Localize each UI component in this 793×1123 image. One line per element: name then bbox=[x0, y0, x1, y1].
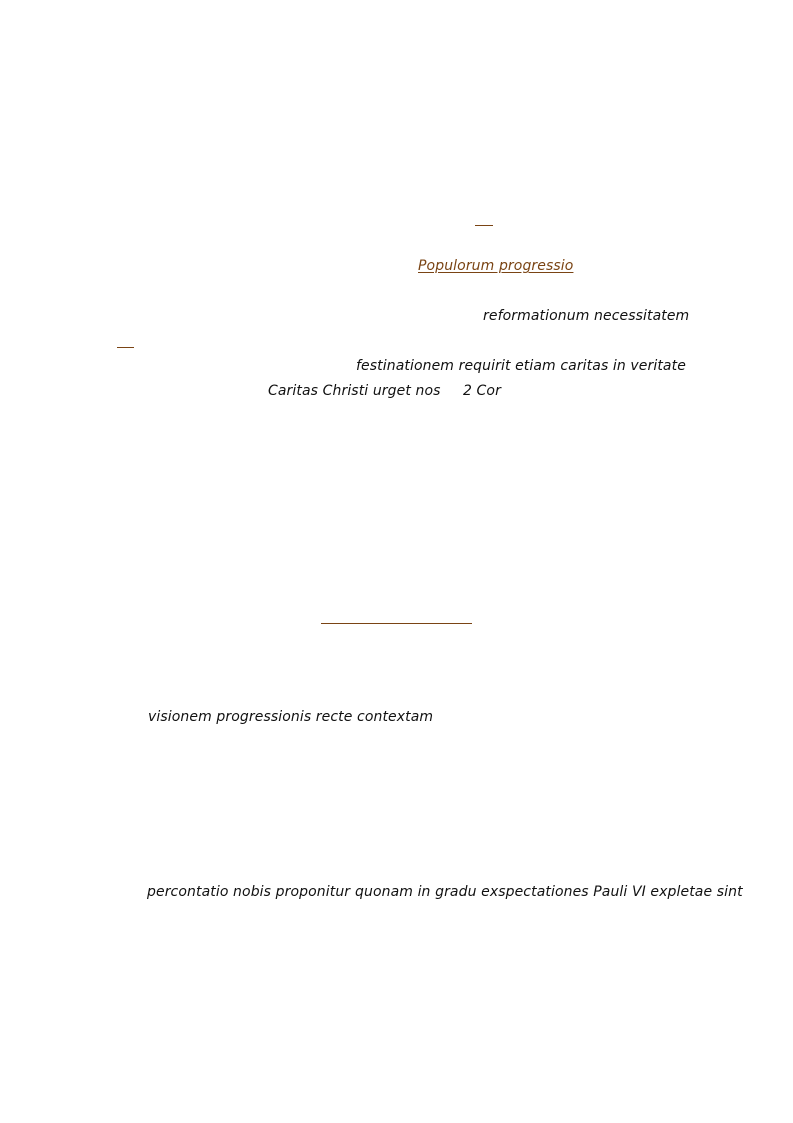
text-cor-reference: 2 Cor bbox=[463, 383, 501, 399]
footnote-link-underline[interactable] bbox=[117, 347, 134, 348]
text-percontatio: percontatio nobis proponitur bbox=[147, 884, 351, 900]
text-quonam: quonam in gradu exspectationes Pauli VI expletae sint bbox=[355, 884, 743, 900]
footnote-link-underline[interactable] bbox=[475, 225, 493, 226]
text-caritas-christi: Caritas Christi urget nos bbox=[268, 383, 441, 399]
text-festinationem: festinationem requirit etiam caritas in veritate bbox=[356, 358, 686, 374]
text-visionem: visionem progressionis recte contextam bbox=[148, 709, 434, 725]
text-reformationum-necessitatem: reformationum necessitatem bbox=[483, 308, 690, 324]
footnote-separator bbox=[321, 623, 472, 624]
link-populorum-progressio[interactable]: Populorum progressio bbox=[418, 258, 574, 274]
